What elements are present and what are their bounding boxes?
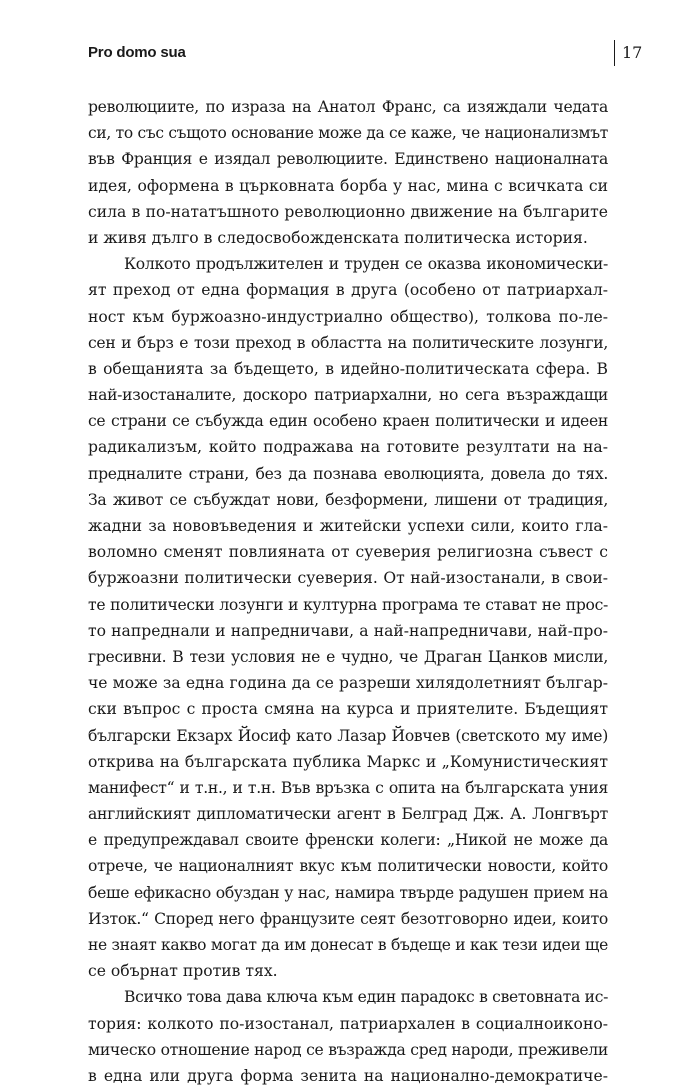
text-line: идея, оформена в църковната борба у нас, мина с всичката си bbox=[88, 176, 608, 195]
text-line: радикализъм, който подражава на готовите резултати на на- bbox=[88, 438, 608, 457]
text-line: За живот се събуждат нови, безформени, лишени от традиция, bbox=[88, 490, 608, 509]
text-line: си, то със същото основание може да се каже, че национализмът bbox=[88, 124, 608, 143]
text-line: в една или друга форма зенита на национално-демократиче- bbox=[88, 1066, 608, 1085]
page-number: 17 bbox=[622, 43, 643, 62]
text-line: Изток.“ Според него французите сеят безотговорно идеи, които bbox=[88, 909, 608, 928]
paragraph bbox=[88, 251, 608, 984]
body-text bbox=[88, 94, 608, 1089]
text-line: английският дипломатически агент в Белград Дж. А. Лонгвърт bbox=[88, 805, 608, 824]
text-line: Всичко това дава ключа към един парадокс в световната ис- bbox=[124, 988, 609, 1007]
text-line: тория: колкото по-изостанал, патриархален в социалноиконо- bbox=[88, 1014, 608, 1033]
text-line: се страни се събужда един особено краен политически и идеен bbox=[88, 412, 608, 431]
text-line: открива на българската публика Маркс и „Комунистическият bbox=[88, 752, 608, 771]
text-line: мическо отношение народ се възражда сред народи, преживели bbox=[88, 1040, 608, 1059]
folio-divider bbox=[614, 40, 615, 66]
text-line: революциите, по израза на Анатол Франс, са изяждали чедата bbox=[88, 98, 608, 116]
text-line: жадни за нововъведения и житейски успехи сили, които гла- bbox=[88, 517, 608, 535]
text-line: най-изостаналите, доскоро патриархални, но сега възраждащи bbox=[88, 386, 608, 405]
text-line: те политически лозунги и културна програма те стават не прос- bbox=[88, 595, 608, 614]
text-line: воломно сменят повлияната от суеверия религиозна съвест с bbox=[88, 543, 608, 562]
paragraph bbox=[88, 94, 608, 251]
text-line: гресивни. В тези условия не е чудно, че Драган Цанков мисли, bbox=[88, 647, 608, 666]
text-line: сен и бърз е този преход в областта на политическите лозунги, bbox=[88, 333, 608, 352]
text-line: във Франция е изядал революциите. Единствено националната bbox=[88, 150, 608, 169]
text-line: ят преход от една формация в друга (особено от патриархал- bbox=[88, 281, 608, 300]
text-line: беше ефикасно обуздан у нас, намира твърде радушен прием на bbox=[88, 883, 608, 902]
text-line: сила в по-нататъшното революционно движение на българите bbox=[88, 202, 608, 221]
text-line: че може за една година да се разреши хилядолетният българ- bbox=[88, 674, 608, 693]
text-line: манифест“ и т.н., и т.н. Във връзка с опита на българската уния bbox=[88, 778, 608, 797]
running-head: Pro domo sua bbox=[88, 44, 186, 61]
text-line: то напреднали и напредничави, а най-напредничави, най-про- bbox=[88, 621, 608, 640]
text-line: отрече, че националният вкус към политически новости, който bbox=[88, 857, 608, 876]
text-line: в обещанията за бъдещето, в идейно-политическата сфера. В bbox=[88, 359, 608, 378]
text-line: не знаят какво могат да им донесат в бъдеще и как тези идеи ще bbox=[88, 936, 609, 954]
text-line: Колкото продължителен и труден се оказва икономически- bbox=[124, 255, 608, 274]
text-line: български Екзарх Йосиф като Лазар Йовчев (светското му име) bbox=[88, 726, 608, 745]
text-line: е предупреждавал своите френски колеги: „Никой не може да bbox=[88, 831, 608, 850]
text-line: предналите страни, без да познава еволюцията, довела до тях. bbox=[88, 464, 608, 483]
text-line: ски въпрос с проста смяна на курса и приятелите. Бъдещият bbox=[88, 700, 608, 719]
text-line: ност към буржоазно-индустриално общество), толкова по-ле- bbox=[88, 307, 608, 326]
text-line: и живя дълго в следосвобожденската политическа история. bbox=[88, 228, 588, 247]
text-line: буржоазни политически суеверия. От най-изостанали, в свои- bbox=[88, 569, 608, 588]
text-line: се обърнат против тях. bbox=[88, 962, 278, 981]
paragraph bbox=[88, 984, 608, 1089]
